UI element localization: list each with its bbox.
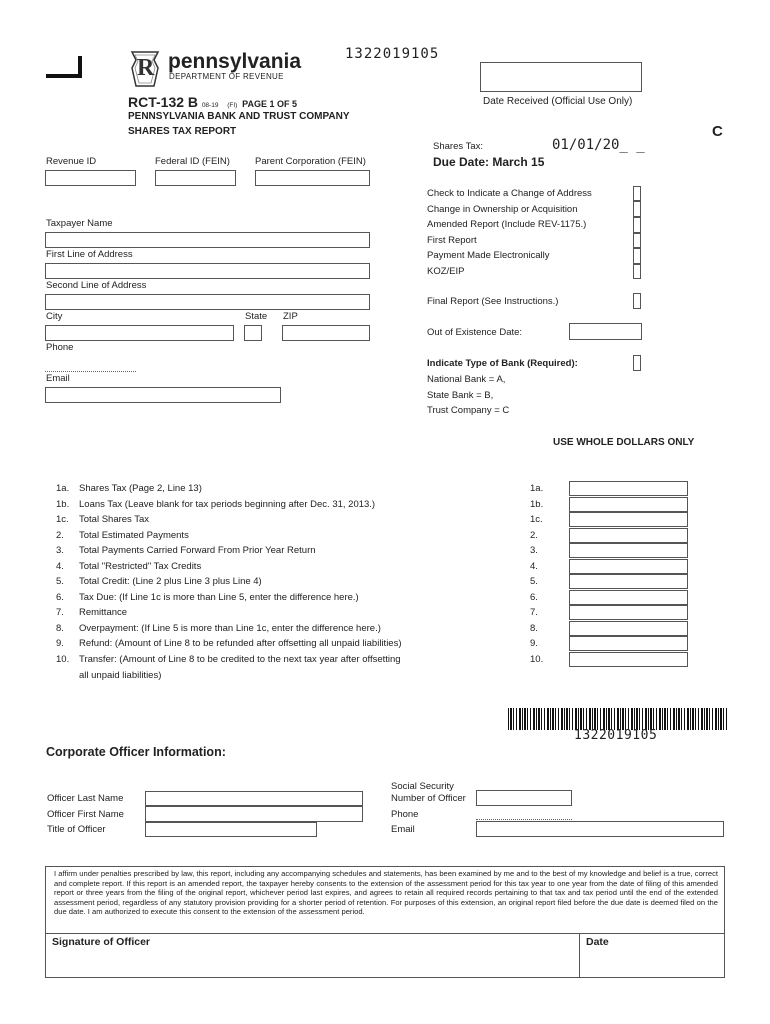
tax-line-ref: 10. [530, 653, 544, 665]
whole-dollars-notice: USE WHOLE DOLLARS ONLY [553, 437, 695, 448]
department-name: DEPARTMENT OF REVENUE [169, 72, 284, 81]
phone-label: Phone [46, 342, 74, 353]
tax-line-row [56, 654, 401, 665]
address2-label: Second Line of Address [46, 280, 147, 291]
revenue-id-label: Revenue ID [46, 156, 97, 167]
tax-line-row [56, 592, 359, 603]
check-item-label: Amended Report (Include REV-1175.) [427, 219, 587, 230]
tax-line-number: 9. [56, 638, 64, 649]
officer-phone-label: Phone [391, 809, 419, 820]
bank-type-title: Indicate Type of Bank (Required): [427, 358, 578, 369]
zip-input[interactable] [282, 325, 370, 341]
tax-line-number: 6. [56, 591, 64, 603]
form-title-line1: PENNSYLVANIA BANK AND TRUST COMPANY [128, 111, 350, 122]
email-input[interactable] [45, 387, 281, 403]
tax-line-text: Refund: (Amount of Line 8 to be refunded after offsetting all unpaid liabilities) [79, 638, 402, 649]
revenue-id-input[interactable] [45, 170, 136, 186]
officer-email-input[interactable] [476, 821, 724, 837]
affirmation-box [45, 866, 725, 978]
affirmation-text: I affirm under penalties prescribed by law, this report, including any accompanying schedules and statements, has been examined by me and to the best of my knowledge and belief is a true, correct and complete report. If this report is an amended report, the taxpayer hereby consents to the extension of the assessment period for this tax year to one year from the date of filing of this amended report or three years from the filing of the original report, whichever period last expires, and agrees to retain all required records pertaining to that tax and tax period until the end of the extended assessment period, regardless of any statutory provision providing for a shorter period of retention. For purposes of this extension, an original report filed before the due date is deemed filed on the due date. I am authorized to execute this consent to the extension of the assessment period. [54, 869, 718, 916]
koz-eip-checkbox[interactable] [633, 264, 641, 279]
out-of-existence-label: Out of Existence Date: [427, 327, 523, 338]
tax-line-amount-input[interactable] [569, 605, 688, 620]
ssn-label-2: Number of Officer [391, 793, 466, 804]
first-report-checkbox[interactable] [633, 233, 641, 248]
ssn-input[interactable] [476, 790, 572, 806]
officer-last-name-label: Officer Last Name [47, 793, 124, 804]
tax-line-row [56, 530, 189, 541]
tax-line-row [56, 576, 262, 587]
city-label: City [46, 311, 63, 322]
tax-line-text: Total Estimated Payments [79, 529, 189, 541]
tax-line-text: Transfer: (Amount of Line 8 to be credited to the next tax year after offsetting [79, 653, 401, 665]
tax-line-row [56, 545, 316, 556]
check-item-label: Payment Made Electronically [427, 250, 550, 261]
line-10-continuation: all unpaid liabilities) [79, 670, 162, 681]
tax-line-amount-input[interactable] [569, 481, 688, 496]
corner-letter: C [712, 123, 723, 140]
tax-line-amount-input[interactable] [569, 559, 688, 574]
form-title-line2: SHARES TAX REPORT [128, 126, 237, 137]
bank-type-option: Trust Company = C [427, 405, 510, 416]
tax-line-ref: 5. [530, 576, 538, 587]
address1-label: First Line of Address [46, 249, 133, 260]
form-id-line [128, 94, 297, 110]
parent-fein-input[interactable] [255, 170, 370, 186]
tax-line-text: Shares Tax (Page 2, Line 13) [79, 483, 202, 494]
signature-label: Signature of Officer [52, 936, 151, 948]
taxpayer-name-input[interactable] [45, 232, 370, 248]
out-of-existence-input[interactable] [569, 323, 642, 340]
final-report-label: Final Report (See Instructions.) [427, 296, 559, 307]
tax-line-ref: 1b. [530, 498, 544, 510]
date-received-label: Date Received (Official Use Only) [483, 96, 633, 107]
tax-line-amount-input[interactable] [569, 621, 688, 636]
signature-input[interactable] [46, 949, 580, 978]
fein-input[interactable] [155, 170, 236, 186]
tax-line-number: 5. [56, 576, 64, 587]
bank-type-option: State Bank = B, [427, 390, 494, 401]
tax-line-number: 1b. [56, 498, 70, 510]
tax-line-ref: 3. [530, 545, 538, 556]
address1-input[interactable] [45, 263, 370, 279]
final-report-checkbox[interactable] [633, 293, 641, 309]
tax-line-row [56, 514, 149, 525]
tax-line-number: 4. [56, 560, 64, 572]
zip-label: ZIP [283, 311, 298, 322]
date-received-box [480, 62, 642, 92]
state-label: State [245, 311, 268, 322]
due-date: Due Date: March 15 [433, 155, 545, 169]
tax-line-number: 1a. [56, 483, 70, 494]
tax-line-amount-input[interactable] [569, 652, 688, 667]
check-item-label: Check to Indicate a Change of Address [427, 188, 592, 199]
tax-line-amount-input[interactable] [569, 574, 688, 589]
change-ownership-checkbox[interactable] [633, 201, 641, 217]
tax-line-text: Total Credit: (Line 2 plus Line 3 plus Line 4) [79, 576, 262, 587]
tax-line-amount-input[interactable] [569, 528, 688, 543]
tax-line-ref: 1c. [530, 514, 543, 525]
bank-type-input[interactable] [633, 355, 641, 371]
check-item-label: First Report [427, 235, 477, 246]
officer-title-input[interactable] [145, 822, 317, 837]
tax-line-row [56, 561, 201, 572]
tax-line-ref: 9. [530, 638, 538, 649]
check-item-label: KOZ/EIP [427, 266, 465, 277]
tax-line-ref: 8. [530, 622, 538, 634]
form-version: 08-19 [201, 102, 219, 109]
bank-type-option: National Bank = A, [427, 374, 506, 385]
change-address-checkbox[interactable] [633, 186, 641, 201]
phone-input[interactable] [45, 371, 136, 372]
officer-phone-input[interactable] [476, 819, 572, 820]
parent-fein-label: Parent Corporation (FEIN) [255, 156, 366, 167]
date-label: Date [586, 936, 609, 948]
tax-line-text: Remittance [79, 607, 128, 618]
officer-email-label: Email [391, 824, 415, 835]
document-number: 1322019105 [345, 46, 440, 62]
tax-line-text: Overpayment: (If Line 5 is more than Line 1c, enter the difference here.) [79, 622, 381, 634]
ssn-label-1: Social Security [391, 781, 454, 792]
logo-letter: R [137, 55, 155, 81]
tax-line-amount-input[interactable] [569, 512, 688, 527]
tax-line-ref: 2. [530, 529, 538, 541]
tax-line-text: Tax Due: (If Line 1c is more than Line 5, enter the difference here.) [79, 591, 359, 603]
officer-title-label: Title of Officer [47, 824, 106, 835]
logo-text: pennsylvania [168, 50, 302, 73]
tax-line-row [56, 623, 381, 634]
tax-line-row [56, 638, 402, 649]
keystone-logo-icon [128, 50, 162, 88]
tax-line-ref: 1a. [530, 483, 544, 494]
email-label: Email [46, 373, 70, 384]
tax-line-ref: 7. [530, 607, 538, 618]
form-fi: (FI) [227, 102, 238, 109]
tax-line-number: 8. [56, 622, 64, 634]
tax-line-row [56, 607, 127, 618]
taxpayer-name-label: Taxpayer Name [46, 218, 113, 229]
state-input[interactable] [244, 325, 262, 341]
tax-year-field[interactable]: 01/01/20_ _ [552, 137, 645, 153]
amended-report-checkbox[interactable] [633, 217, 641, 233]
tax-line-amount-input[interactable] [569, 497, 688, 512]
tax-line-number: 2. [56, 529, 64, 541]
tax-line-number: 10. [56, 653, 70, 665]
tax-line-number: 1c. [56, 514, 69, 525]
fein-label: Federal ID (FEIN) [155, 156, 230, 167]
barcode-number: 1322019105 [574, 728, 658, 743]
barcode-image [508, 708, 728, 730]
address2-input[interactable] [45, 294, 370, 310]
page-info: PAGE 1 OF 5 [242, 99, 297, 109]
officer-last-name-input[interactable] [145, 791, 363, 806]
corner-mark [46, 56, 82, 78]
check-item-label: Change in Ownership or Acquisition [427, 204, 578, 215]
tax-line-row [56, 499, 375, 510]
tax-line-text: Total Payments Carried Forward From Prior Year Return [79, 545, 316, 556]
tax-line-text: Loans Tax (Leave blank for tax periods beginning after Dec. 31, 2013.) [79, 498, 376, 510]
tax-line-amount-input[interactable] [569, 636, 688, 651]
form-id: RCT-132 B [128, 94, 199, 110]
tax-line-amount-input[interactable] [569, 590, 688, 605]
tax-line-text: Total Shares Tax [79, 514, 150, 525]
payment-electronic-checkbox[interactable] [633, 248, 641, 264]
tax-line-amount-input[interactable] [569, 543, 688, 558]
officer-section-title: Corporate Officer Information: [46, 745, 226, 759]
date-input[interactable] [581, 949, 724, 978]
tax-line-row [56, 483, 202, 494]
officer-first-name-input[interactable] [145, 806, 363, 822]
officer-first-name-label: Officer First Name [47, 809, 124, 820]
tax-line-number: 3. [56, 545, 64, 556]
city-input[interactable] [45, 325, 234, 341]
shares-tax-label: Shares Tax: [433, 141, 483, 152]
tax-line-ref: 4. [530, 560, 538, 572]
tax-line-number: 7. [56, 607, 64, 618]
tax-line-ref: 6. [530, 591, 538, 603]
tax-line-text: Total "Restricted" Tax Credits [79, 560, 202, 572]
